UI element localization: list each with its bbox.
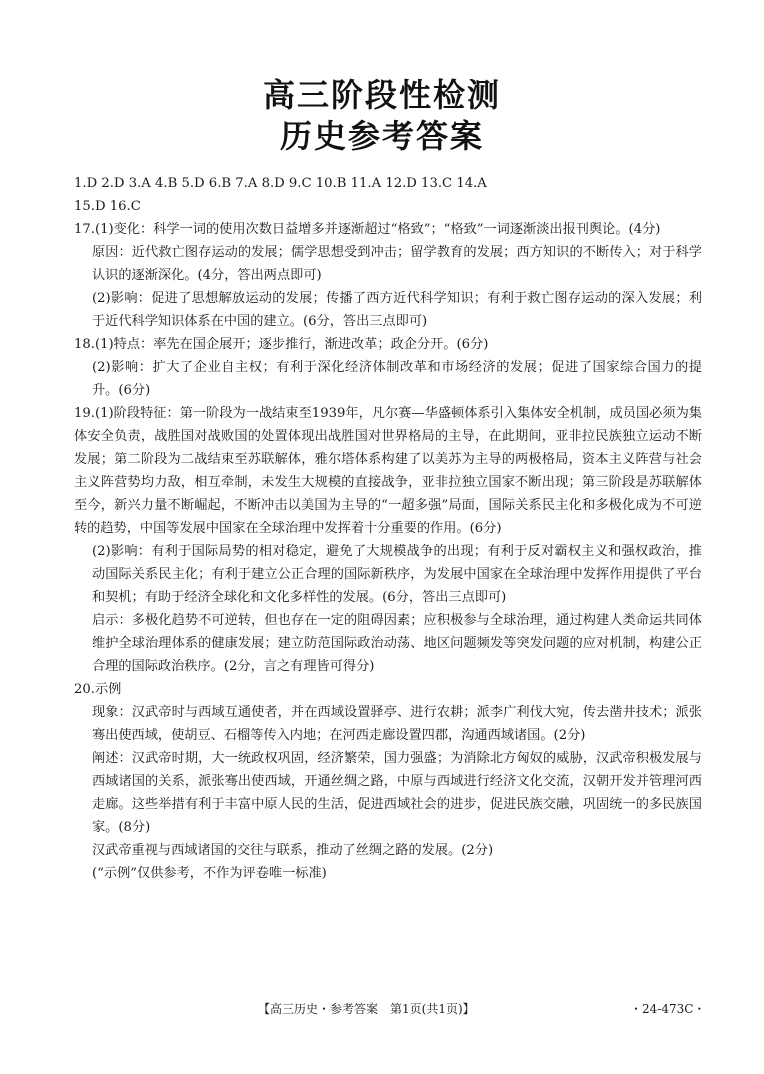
q18-part1: 18.(1)特点：率先在国企展开；逐步推行，渐进改革；政企分开。(6分) [74,337,489,352]
q20-conclusion: 汉武帝重视与西域诸国的交往与联系，推动了丝绸之路的发展。(2分) [92,843,494,858]
q17-part2-impact: (2)影响：促进了思想解放运动的发展；传播了西方近代科学知识；有利于救亡图存运动的深入发展；利于近代科学知识体系在中国的建立。(6分，答出三点即可) [92,291,702,329]
document-title: 高三阶段性检测 [262,76,501,114]
answer-body [74,172,702,885]
mc-answers-line1: 1.D 2.D 3.A 4.B 5.D 6.B 7.A 8.D 9.C 10.B 11.A 12.D 13.C 14.A [74,176,487,191]
q19-part2: (2)影响：有利于国际局势的相对稳定，避免了大规模战争的出现；有利于反对霸权主义和强权政治，推动国际关系民主化；有利于建立公正合理的国际新秩序，为发展中国家在全球治理中发挥作用提供了平台和契机；有助于经济全球化和文化多样性的发展。(6分，答出三点即可) [92,544,702,605]
q19-part1: 19.(1)阶段特征：第一阶段为一战结束至1939年，凡尔赛—华盛顿体系引入集体安全机制，成员国必须为集体安全负责，战胜国对战败国的处置体现出战胜国对世界格局的主导，在此期间，亚非拉民族独立运动不断发展；第二阶段为二战结束至苏联解体，雅尔塔体系构建了以美苏为主导的两极格局，资本主义阵营与社会主义阵营势均力敌，相互牵制，未发生大规模的直接战争，亚非拉独立国家不断出现；第三阶段是苏联解体至今，新兴力量不断崛起，不断冲击以美国为主导的“一超多强”局面，国际关系民主化和多极化成为不可逆转的趋势，中国等发展中国家在全球治理中发挥着十分重要的作用。(6分) [74,406,702,536]
footer-code: ・24-473C・ [630,1002,706,1016]
q20-elaboration: 阐述：汉武帝时期，大一统政权巩固，经济繁荣，国力强盛；为消除北方匈奴的威胁，汉武帝积极发展与西域诸国的关系，派张骞出使西域，开通丝绸之路，中原与西域进行经济文化交流，汉朝开发并管理河西走廊。这些举措有利于丰富中原人民的生活，促进西域社会的进步，促进民族交融，巩固统一的多民族国家。(8分) [92,751,702,835]
q17-part1-reason: 原因：近代救亡图存运动的发展；儒学思想受到冲击；留学教育的发展；西方知识的不断传入；对于科学认识的逐渐深化。(4分，答出两点即可) [92,245,702,283]
q20-phenomenon: 现象：汉武帝时与西域互通使者，并在西域设置驿亭、进行农耕；派李广利伐大宛，传去凿井技术；派张骞出使西域，使胡豆、石榴等传入内地；在河西走廊设置四郡，沟通西域诸国。(2分) [92,705,702,743]
mc-answers-line2: 15.D 16.C [74,199,141,214]
q19-insight: 启示：多极化趋势不可逆转，但也存在一定的阻碍因素；应积极参与全球治理，通过构建人类命运共同体维护全球治理体系的健康发展；建立防范国际政治动荡、地区问题频发等突发问题的应对机制，构建公正合理的国际政治秩序。(2分，言之有理皆可得分) [92,613,702,674]
q20-heading: 20.示例 [74,682,122,697]
q17-part1-change: 17.(1)变化：科学一词的使用次数日益增多并逐渐超过“格致”；“格致”一词逐渐淡出报刊舆论。(4分) [74,222,661,237]
document-subtitle: 历史参考答案 [279,117,484,155]
q18-part2: (2)影响：扩大了企业自主权；有利于深化经济体制改革和市场经济的发展；促进了国家综合国力的提升。(6分) [92,360,702,398]
q20-note: (“示例”仅供参考，不作为评卷唯一标准) [92,866,327,881]
footer-page-info: 【高三历史・参考答案 第1页(共1页)】 [258,1002,475,1016]
